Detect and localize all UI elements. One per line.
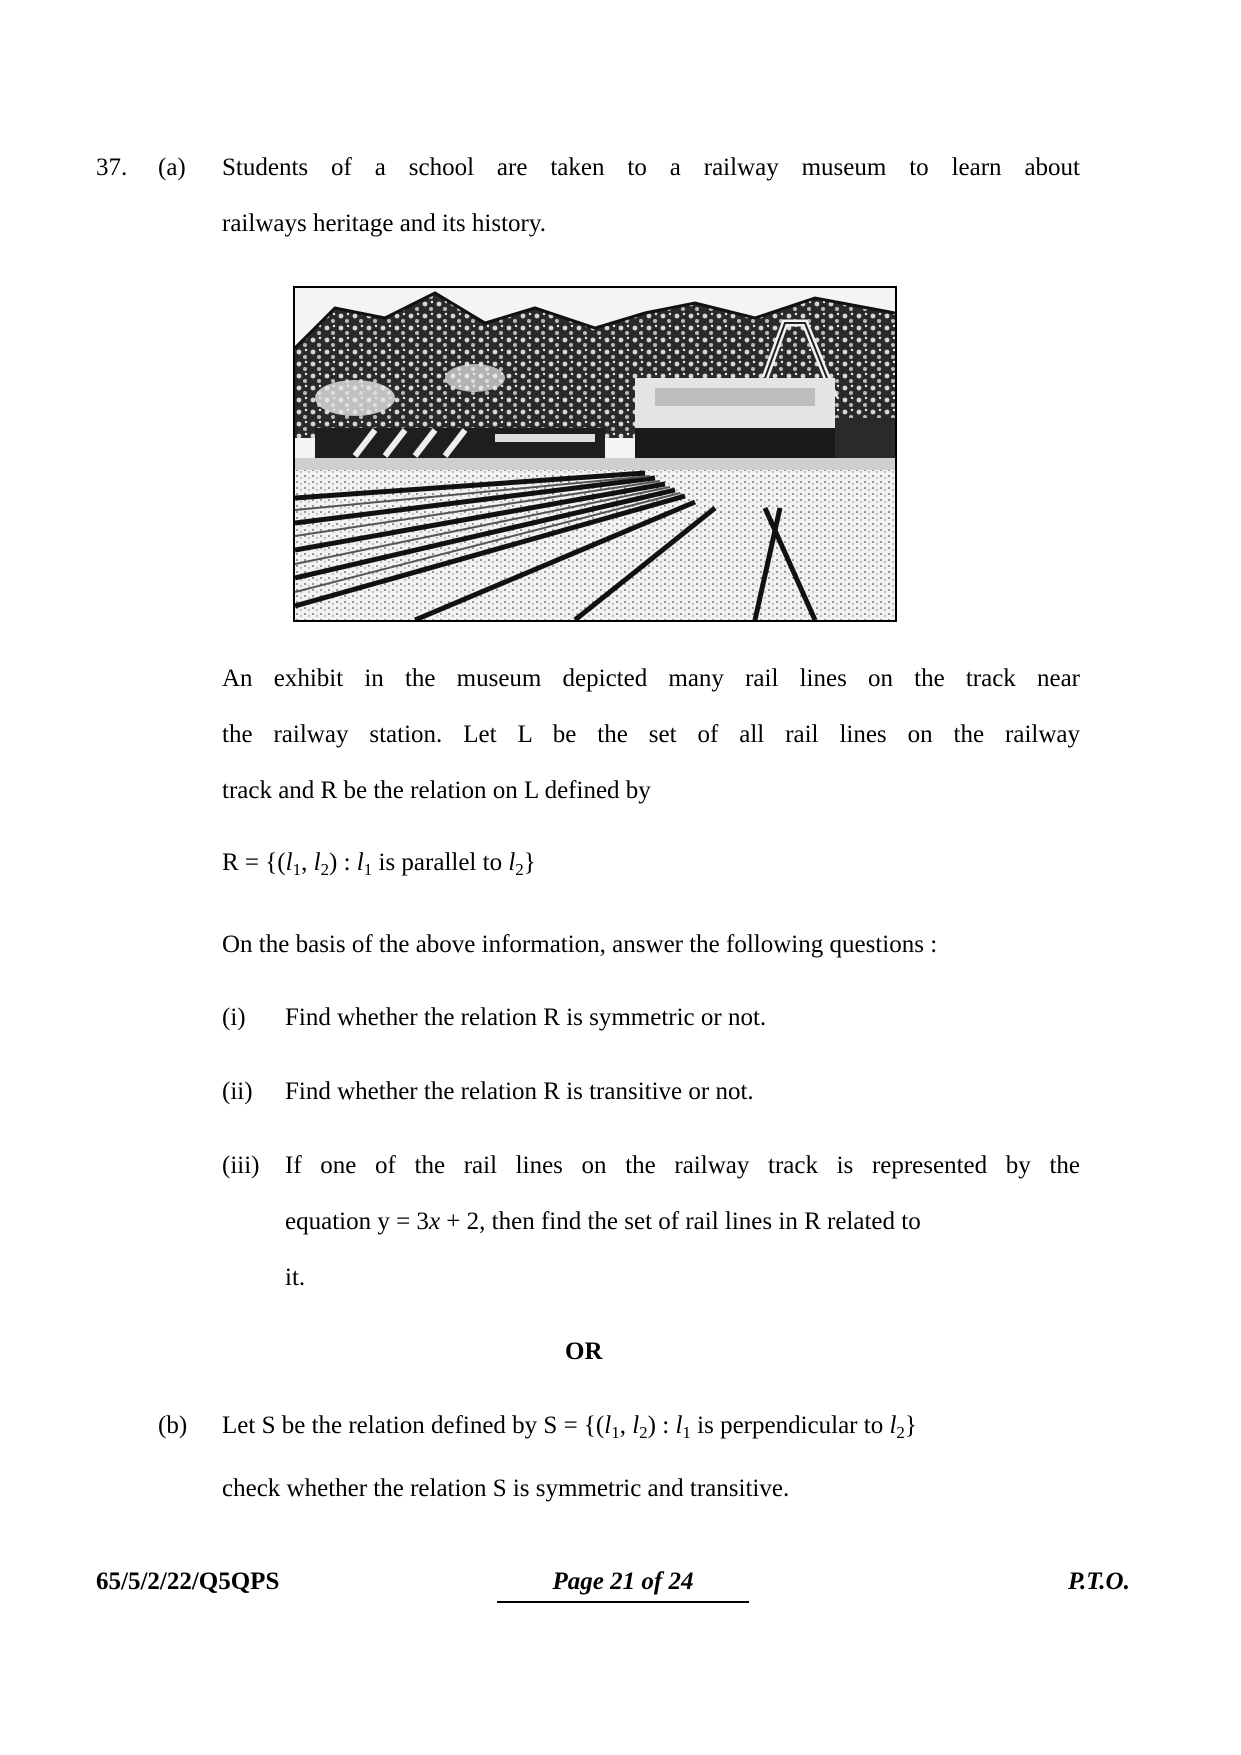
subq-iii-line-1: If one of the rail lines on the railway track is represented by the	[285, 1152, 1080, 1179]
relation-r-definition: $R = \{(l_1$, $l_2$) : $l_1$ is parallel to $l_2$}	[222, 849, 536, 880]
intro-line-1: Students of a school are taken to a railway museum to learn about	[222, 154, 1080, 181]
basis-instruction: On the basis of the above information, answer the following questions :	[222, 931, 938, 958]
page-number: Page 21 of 24	[497, 1567, 749, 1603]
question-number: 37.	[96, 154, 128, 181]
subq-iii-line-2: equation y = 3x + 2, then find the set of rail lines in R related to	[285, 1208, 921, 1235]
or-separator: OR	[565, 1338, 603, 1365]
subq-ii-text: Find whether the relation R is transitive or not.	[285, 1078, 754, 1105]
part-b-line-1: Let S be the relation defined by $S = \{(l_1$, $l_2$) : $l_1$ is perpendicular to $l_2$}	[222, 1412, 917, 1443]
please-turn-over: P.T.O.	[1068, 1568, 1130, 1595]
railway-photo-image	[295, 288, 895, 620]
subq-ii-label: (ii)	[222, 1078, 253, 1105]
exhibit-line-3: track and R be the relation on L defined by	[222, 777, 651, 804]
paper-code: 65/5/2/22/Q5QPS	[96, 1568, 280, 1595]
intro-line-2: railways heritage and its history.	[222, 210, 546, 237]
exhibit-line-2: the railway station. Let L be the set of all rail lines on the railway	[222, 721, 1080, 748]
railway-museum-photo	[293, 286, 897, 622]
part-b-label: (b)	[158, 1412, 188, 1439]
subq-i-text: Find whether the relation R is symmetric or not.	[285, 1004, 767, 1031]
part-a-label: (a)	[158, 154, 186, 181]
subq-iii-line-3: it.	[285, 1264, 306, 1291]
subq-i-label: (i)	[222, 1004, 246, 1031]
exhibit-line-1: An exhibit in the museum depicted many rail lines on the track near	[222, 665, 1080, 692]
subq-iii-label: (iii)	[222, 1152, 260, 1179]
part-b-line-2: check whether the relation S is symmetric and transitive.	[222, 1475, 790, 1502]
